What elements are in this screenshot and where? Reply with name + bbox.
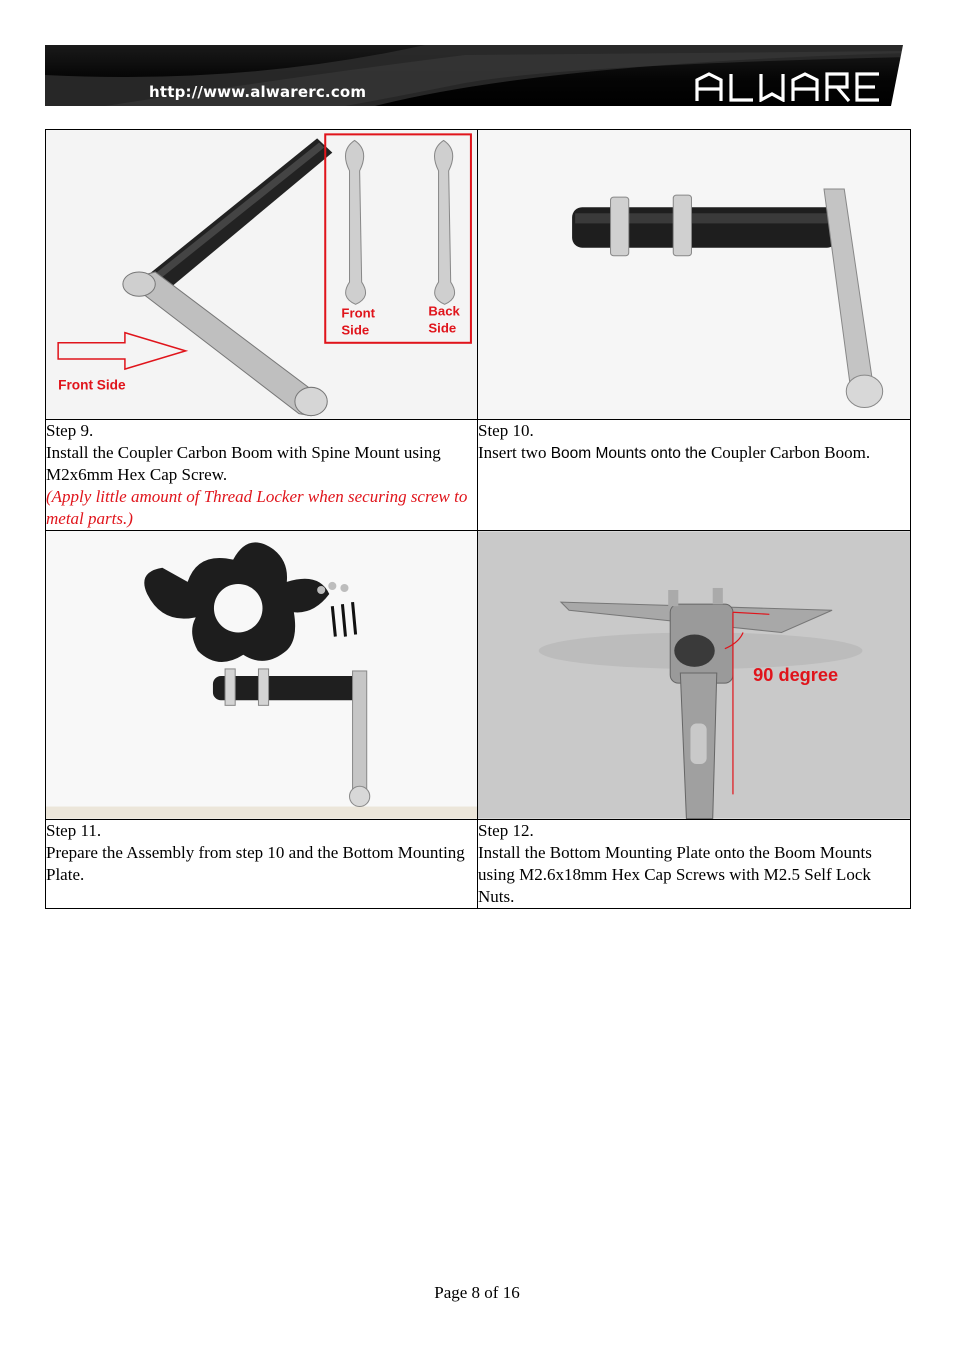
box-front-label-2: Side — [341, 322, 370, 338]
step11-photo — [46, 531, 477, 819]
step10-text-sans: Boom Mounts onto the — [550, 445, 707, 462]
step10-title: Step 10. — [478, 421, 534, 440]
step9-photo-cell — [46, 130, 478, 420]
box-back-label-1: Back — [428, 303, 460, 319]
box-back-label-2: Side — [428, 320, 457, 336]
step11-photo-illustration — [46, 531, 477, 819]
front-side-label: Front Side — [58, 377, 126, 393]
step9-title: Step 9. — [46, 421, 94, 440]
step11-description: Prepare the Assembly from step 10 and the Bottom Mounting Plate. — [46, 843, 465, 884]
instruction-table — [45, 129, 911, 909]
step12-title: Step 12. — [478, 821, 534, 840]
step12-text-cell — [478, 820, 911, 909]
step9-photo — [46, 130, 477, 419]
angle-label: 90 degree — [753, 665, 839, 686]
step10-photo-illustration — [478, 130, 910, 419]
step12-photo — [478, 531, 910, 819]
step12-description: Install the Bottom Mounting Plate onto the Boom Mounts using M2.6x18mm Hex Cap Screws with M2.5 Self Lock Nuts. — [478, 843, 872, 906]
step12-photo-illustration — [478, 531, 910, 819]
step12-photo-cell — [478, 531, 911, 820]
step11-photo-cell — [46, 531, 478, 820]
step11-text-cell — [46, 820, 478, 909]
page-number: Page 8 of 16 — [434, 1283, 520, 1302]
step11-title: Step 11. — [46, 821, 102, 840]
step10-text-cell — [478, 420, 911, 531]
website-url: http://www.alwarerc.com — [149, 83, 367, 101]
alware-logo — [695, 72, 885, 102]
step9-description: Install the Coupler Carbon Boom with Spine Mount using M2x6mm Hex Cap Screw. — [46, 443, 441, 484]
box-front-label-1: Front — [341, 305, 376, 321]
step9-text-cell — [46, 420, 478, 531]
step10-text-before: Insert two — [478, 443, 551, 462]
header-banner — [45, 45, 909, 106]
step10-photo-cell — [478, 130, 911, 420]
step10-description — [478, 442, 910, 465]
step10-photo — [478, 130, 910, 419]
step9-photo-illustration — [46, 130, 477, 419]
step9-note: (Apply little amount of Thread Locker when securing screw to metal parts.) — [46, 487, 468, 528]
step10-text-after: Coupler Carbon Boom. — [706, 443, 871, 462]
